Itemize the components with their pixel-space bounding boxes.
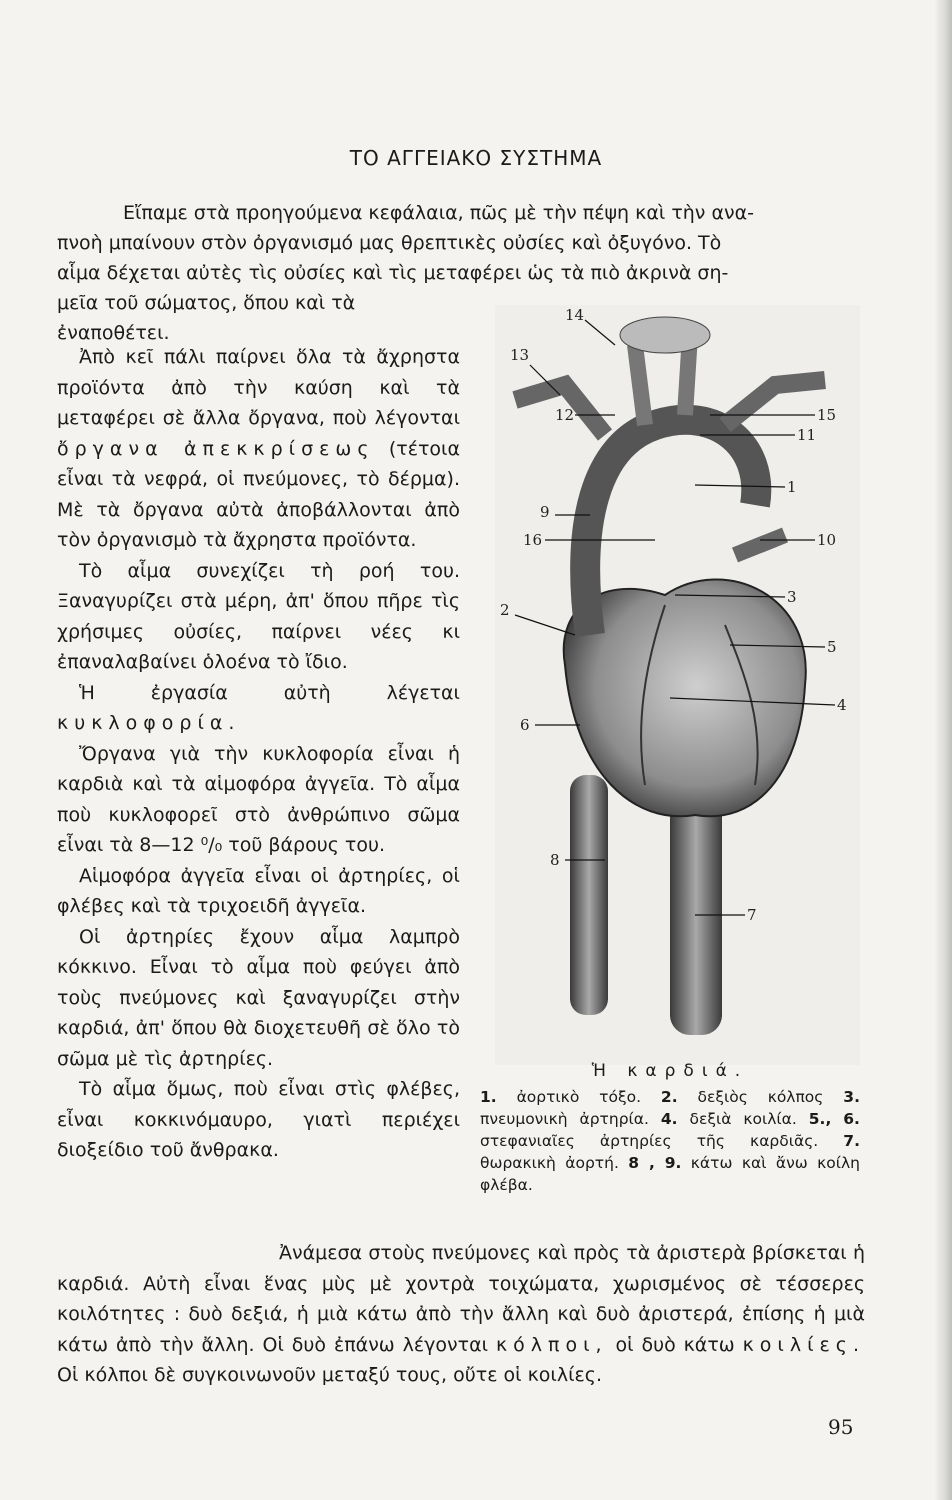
- caption-number: 5.,: [808, 1110, 832, 1128]
- figure-label-10: 10: [817, 531, 837, 549]
- figure-label-1: 1: [787, 478, 797, 496]
- figure-label-13: 13: [510, 346, 530, 364]
- figure-label-7: 7: [747, 906, 757, 924]
- caption-number: 8 , 9.: [628, 1154, 682, 1172]
- intro-line-4: μεῖα τοῦ σώματος, ὅπου καὶ τὰ: [57, 292, 356, 314]
- caption-text: θωρακικὴ ἀορτή.: [480, 1154, 619, 1172]
- caption-number: 4.: [660, 1110, 678, 1128]
- paragraph-text: οἱ δυὸ κάτω: [615, 1333, 735, 1356]
- caption-text: δεξιὰ κοιλία.: [689, 1110, 797, 1128]
- paragraph-text: Οἱ κόλποι δὲ συγκοινωνοῦν μεταξύ τους, οὔτε οἱ κοιλίες.: [57, 1364, 602, 1386]
- paragraph-text: Ἀνάμεσα στοὺς πνεύμονες καὶ πρὸς τὰ ἀριστερὰ βρίσκεται ἡ καρδιά. Αὐτὴ εἶναι ἕνας μὺς μὲ χοντρὰ τοιχώματα, χωρισμένος σὲ τέσσερες κοιλότητες : δυὸ δεξιά, ἡ μιὰ κάτω ἀπὸ τὴν ἄλλη καὶ δυὸ ἀριστερά, ἐπίσης ἡ μιὰ κάτω ἀπὸ τὴν ἄλλη. Οἱ δυὸ ἐπάνω λέγονται: [57, 1242, 865, 1356]
- caption-title: Ἡ καρδιά.: [591, 1061, 749, 1081]
- figure-label-11: 11: [797, 426, 817, 444]
- figure-label-6: 6: [520, 716, 530, 734]
- caption-number: 1.: [480, 1088, 497, 1106]
- upper-structure-shape: [620, 317, 710, 353]
- caption-text: ἀορτικὸ τόξο.: [516, 1088, 642, 1106]
- figure-label-2: 2: [500, 601, 510, 619]
- caption-number: 2.: [660, 1088, 678, 1106]
- figure-label-4: 4: [837, 696, 847, 714]
- term-atria: κόλποι,: [495, 1333, 608, 1356]
- paragraph-vessels: Αἱμοφόρα ἀγγεῖα εἶναι οἱ ἀρτηρίες, οἱ φλέβες καὶ τὰ τριχοειδῆ ἀγγεῖα.: [57, 864, 460, 917]
- paragraph-text: (τέτοια εἶναι τὰ νεφρά, οἱ πνεύμονες, τὸ δέρμα). Μὲ τὰ ὄργανα αὐτὰ ἀποβάλλονται ἀπὸ τὸν ὀργανισμὸ τὰ ἄχρηστα προϊόντα.: [57, 437, 460, 551]
- figure-caption: [480, 1060, 860, 1196]
- paragraph-excretion: [57, 342, 460, 556]
- caption-text: πνευμονικὴ ἀρτηρία.: [480, 1110, 649, 1128]
- figure-label-15: 15: [817, 406, 837, 424]
- caption-number: 6.: [843, 1110, 860, 1128]
- heart-illustration: [495, 305, 860, 1065]
- figure-label-16: 16: [523, 531, 543, 549]
- intro-line-2: πνοὴ μπαίνουν στὸν ὀργανισμό μας θρεπτικὲς οὐσίες καὶ ὀξυγόνο. Τὸ: [57, 232, 722, 254]
- left-column-text: [57, 342, 460, 1166]
- figure-label-3: 3: [787, 588, 797, 606]
- chapter-title: ΤΟ ΑΓΓΕΙΑΚΟ ΣΥΣΤΗΜΑ: [349, 146, 603, 170]
- caption-body: [480, 1086, 860, 1196]
- page-number: 95: [828, 1415, 854, 1439]
- paragraph-text: Ἀπὸ κεῖ πάλι παίρνει ὅλα τὰ ἄχρηστα προϊόντα ἀπὸ τὴν καύση καὶ τὰ μεταφέρει σὲ ἄλλα ὄργανα, ποὺ λέγονται: [57, 346, 460, 429]
- paragraph-circulation: [57, 678, 460, 739]
- figure-label-5: 5: [827, 638, 837, 656]
- inferior-vena-cava-shape: [570, 775, 608, 1015]
- paragraph-veins: Τὸ αἷμα ὅμως, ποὺ εἶναι στὶς φλέβες, εἶναι κοκκινόμαυρο, γιατὶ περιέχει διοξείδιο τοῦ ἄνθρακα.: [57, 1078, 460, 1161]
- term-circulation: κυκλοφορία.: [57, 712, 241, 734]
- figure-label-8: 8: [550, 851, 560, 869]
- figure-label-9: 9: [540, 503, 550, 521]
- intro-line-5: ἐναποθέτει.: [57, 322, 170, 344]
- paragraph-flow: Τὸ αἷμα συνεχίζει τὴ ροή του. Ξαναγυρίζει στὰ μέρη, ἀπ' ὅπου πῆρε τὶς χρήσιμες οὐσίες, παίρνει νέες κι ἐπαναλαβαίνει ὁλοένα τὸ ἴδιο.: [57, 559, 460, 673]
- intro-line-1: Εἴπαμε στὰ προηγούμενα κεφάλαια, πῶς μὲ τὴν πέψη καὶ τὴν ανα-: [123, 202, 754, 224]
- bottom-paragraph: [57, 1238, 865, 1391]
- caption-number: 3.: [843, 1088, 860, 1106]
- paragraph-text: Ἡ ἐργασία αὐτὴ λέγεται: [79, 681, 460, 704]
- term-ventricles: κοιλίες.: [742, 1333, 865, 1356]
- page-edge-shadow: [934, 0, 952, 1500]
- paragraph-arteries: Οἱ ἀρτηρίες ἔχουν αἷμα λαμπρὸ κόκκινο. Εἶναι τὸ αἷμα ποὺ φεύγει ἀπὸ τοὺς πνεύμονες καὶ ξαναγυρίζει στὴν καρδιά, ἀπ' ὅπου θὰ διοχετευθῆ σὲ ὅλο τὸ σῶμα μὲ τὶς ἀρτηρίες.: [57, 925, 460, 1070]
- intro-line-3: αἷμα δέχεται αὐτὲς τὶς οὐσίες καὶ τὶς μεταφέρει ὡς τὰ πιὸ ἀκρινὰ ση-: [57, 262, 729, 284]
- top-branch-a-shape: [635, 345, 645, 425]
- figure-label-14: 14: [565, 306, 585, 324]
- caption-number: 7.: [843, 1132, 860, 1150]
- paragraph-organs: Ὄργανα γιὰ τὴν κυκλοφορία εἶναι ἡ καρδιὰ καὶ τὰ αἱμοφόρα ἀγγεῖα. Τὸ αἷμα ποὺ κυκλοφορεῖ στὸ ἀνθρώπινο σῶμα εἶναι τὰ 8—12 ⁰/₀ τοῦ βάρους του.: [57, 742, 460, 856]
- caption-text: κάτω καὶ ἄνω κοίλη φλέβα.: [480, 1154, 860, 1194]
- thoracic-aorta-shape: [670, 785, 722, 1035]
- term-excretory-organs: ὄργανα ἀπεκκρίσεως: [57, 437, 375, 460]
- caption-text: στεφανιαῖες ἀρτηρίες τῆς καρδιᾶς.: [480, 1132, 819, 1150]
- caption-text: δεξιὸς κόλπος: [697, 1088, 824, 1106]
- figure-label-12: 12: [555, 406, 575, 424]
